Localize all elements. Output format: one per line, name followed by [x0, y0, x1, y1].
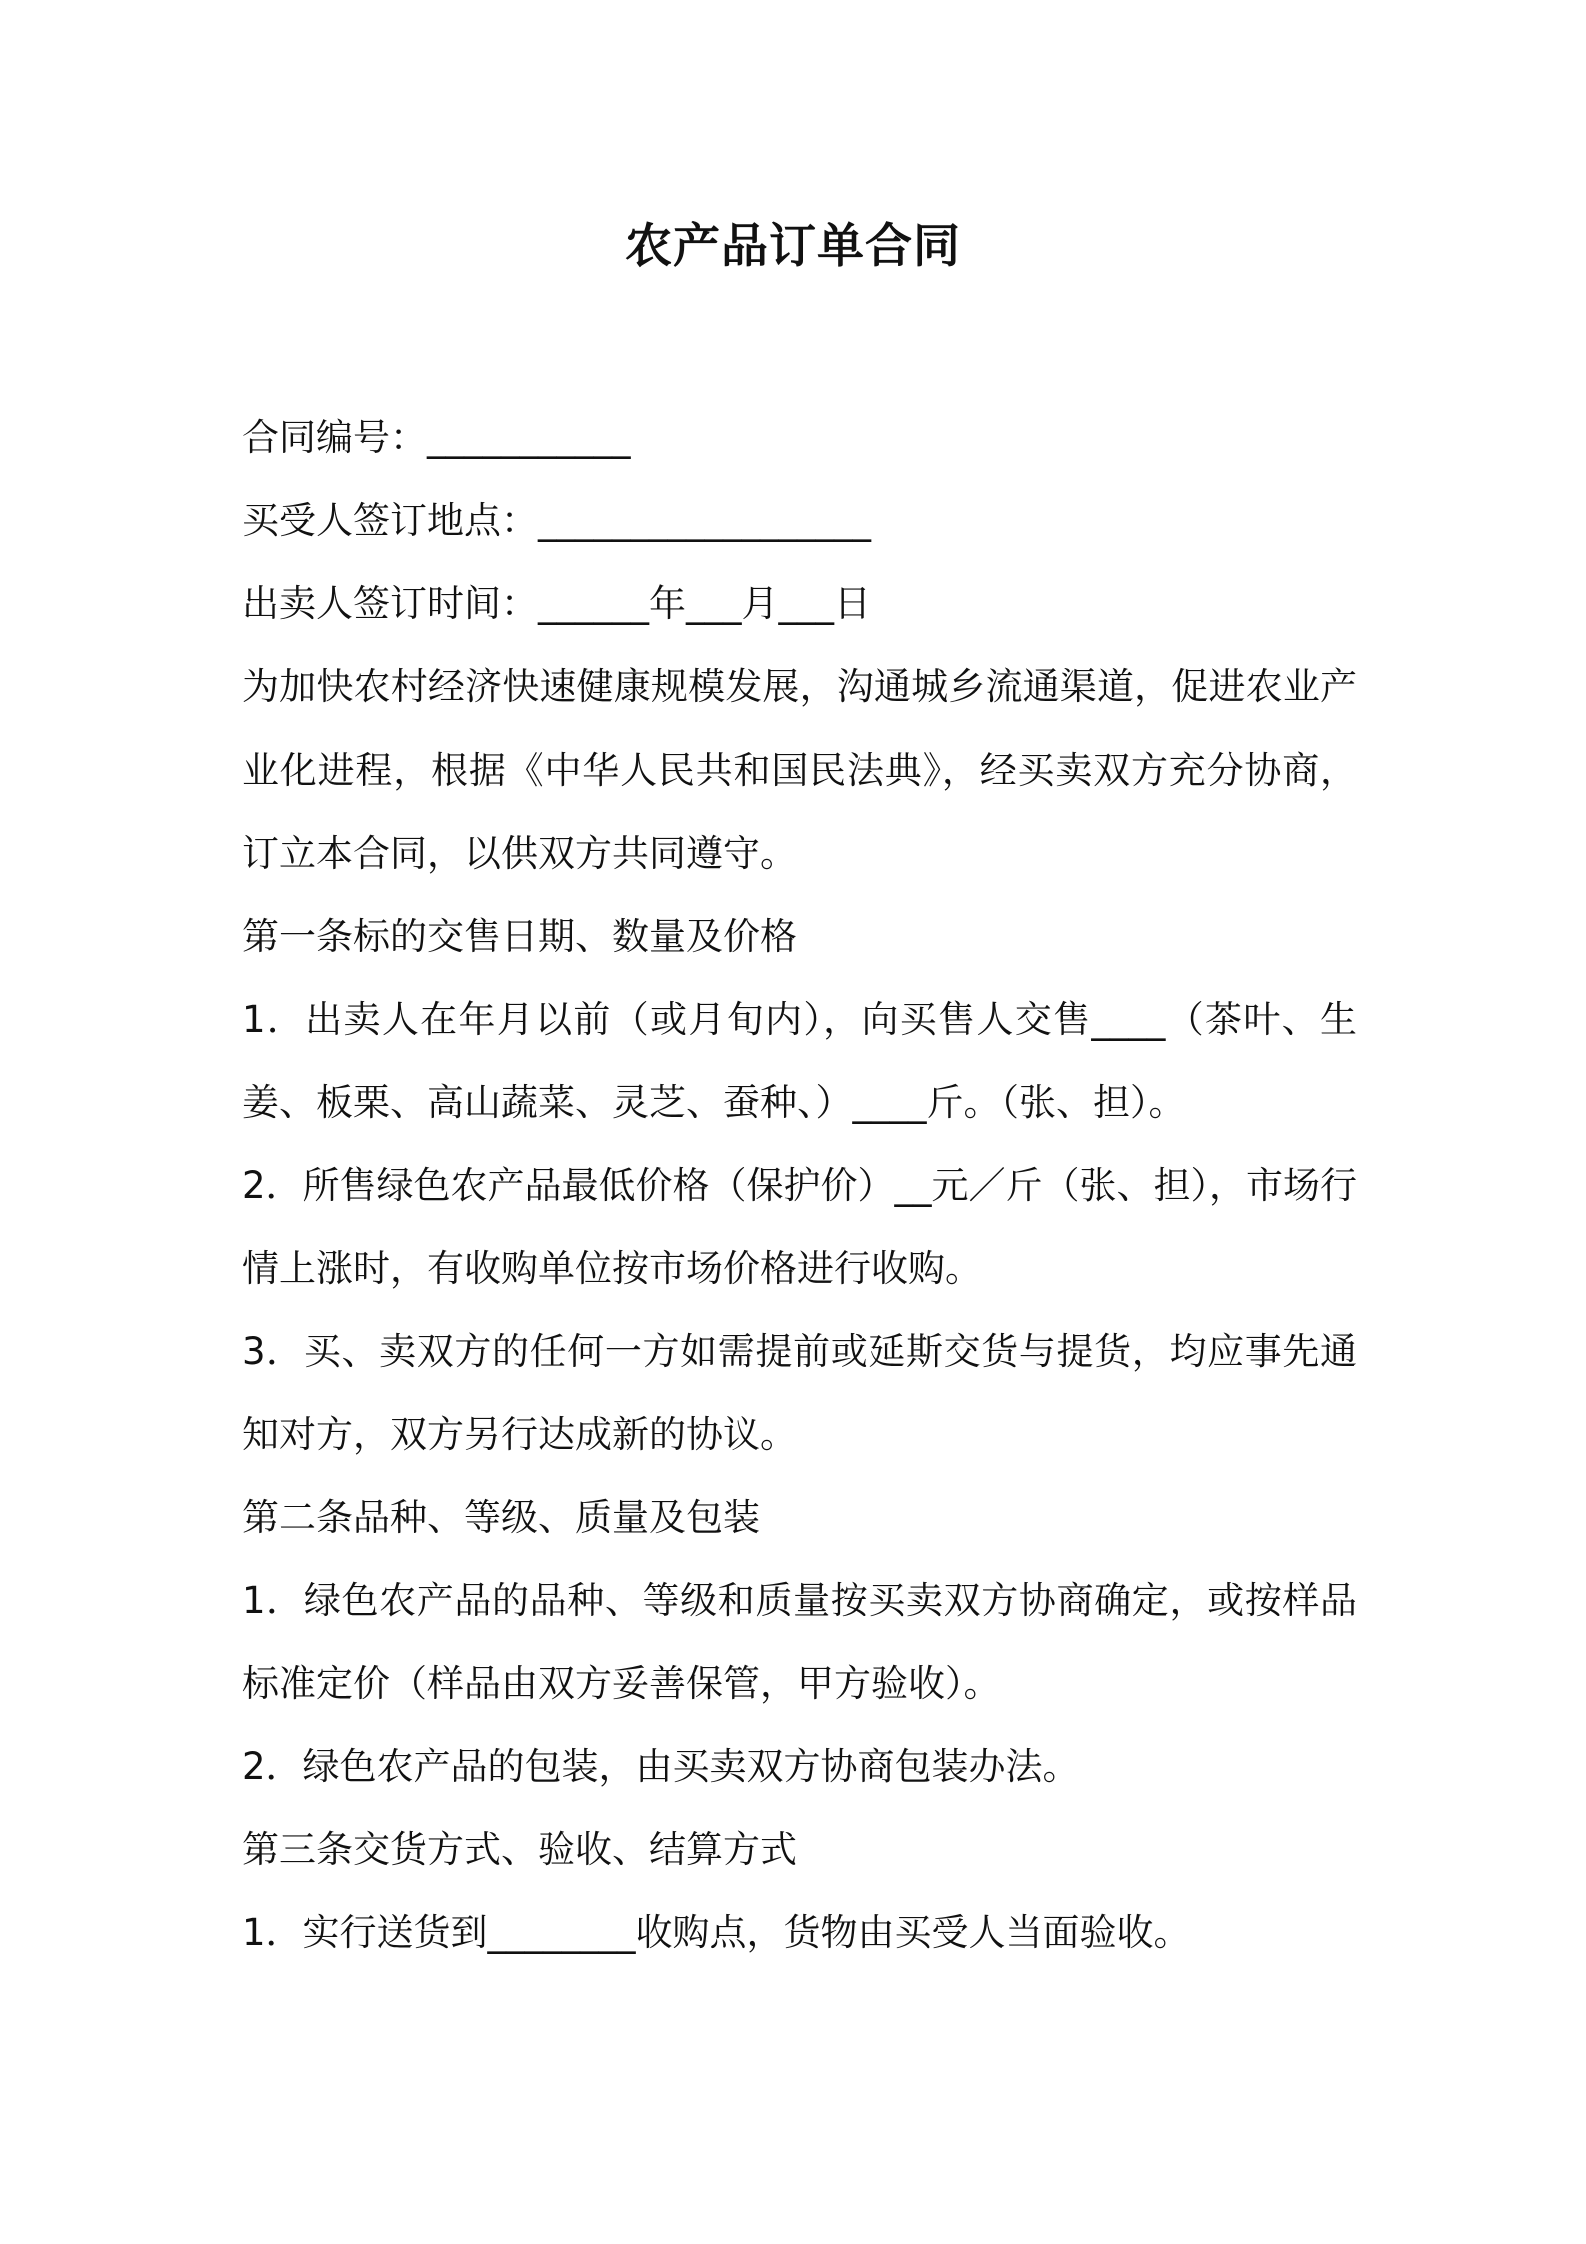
article-1-item-3-line-2: 知对方，双方另行达成新的协议。 — [242, 1413, 797, 1456]
buyer-signing-place-line: 买受人签订地点：__________________ — [242, 499, 871, 542]
article-2-heading: 第二条品种、等级、质量及包装 — [242, 1496, 760, 1539]
article-1-item-1-line-1: 1．出卖人在年月以前（或月旬内），向买售人交售____（茶叶、生 — [242, 998, 1357, 1041]
contract-number-line: 合同编号：___________ — [242, 416, 631, 459]
article-1-item-1-line-2: 姜、板栗、高山蔬菜、灵芝、蚕种、）____斤。（张、担）。 — [242, 1081, 1186, 1124]
preamble-line-1: 为加快农村经济快速健康规模发展，沟通城乡流通渠道，促进农业产 — [242, 665, 1357, 708]
article-3-item-1: 1．实行送货到________收购点，货物由买受人当面验收。 — [242, 1911, 1191, 1954]
article-1-heading: 第一条标的交售日期、数量及价格 — [242, 915, 797, 958]
preamble-line-2: 业化进程，根据《中华人民共和国民法典》，经买卖双方充分协商， — [242, 749, 1357, 792]
article-3-heading: 第三条交货方式、验收、结算方式 — [242, 1828, 797, 1871]
article-2-item-2: 2．绿色农产品的包装，由买卖双方协商包装办法。 — [242, 1745, 1080, 1788]
seller-signing-date-line: 出卖人签订时间：______年___月___日 — [242, 582, 871, 625]
document-title: 农产品订单合同 — [625, 219, 961, 274]
preamble-line-3: 订立本合同，以供双方共同遵守。 — [242, 832, 797, 875]
article-1-item-2-line-1: 2．所售绿色农产品最低价格（保护价）__元／斤（张、担），市场行 — [242, 1164, 1358, 1207]
article-2-item-1-line-2: 标准定价（样品由双方妥善保管，甲方验收）。 — [242, 1662, 1001, 1705]
article-1-item-3-line-1: 3．买、卖双方的任何一方如需提前或延斯交货与提货，均应事先通 — [242, 1330, 1357, 1373]
article-1-item-2-line-2: 情上涨时，有收购单位按市场价格进行收购。 — [242, 1247, 982, 1290]
article-2-item-1-line-1: 1．绿色农产品的品种、等级和质量按买卖双方协商确定，或按样品 — [242, 1579, 1357, 1622]
